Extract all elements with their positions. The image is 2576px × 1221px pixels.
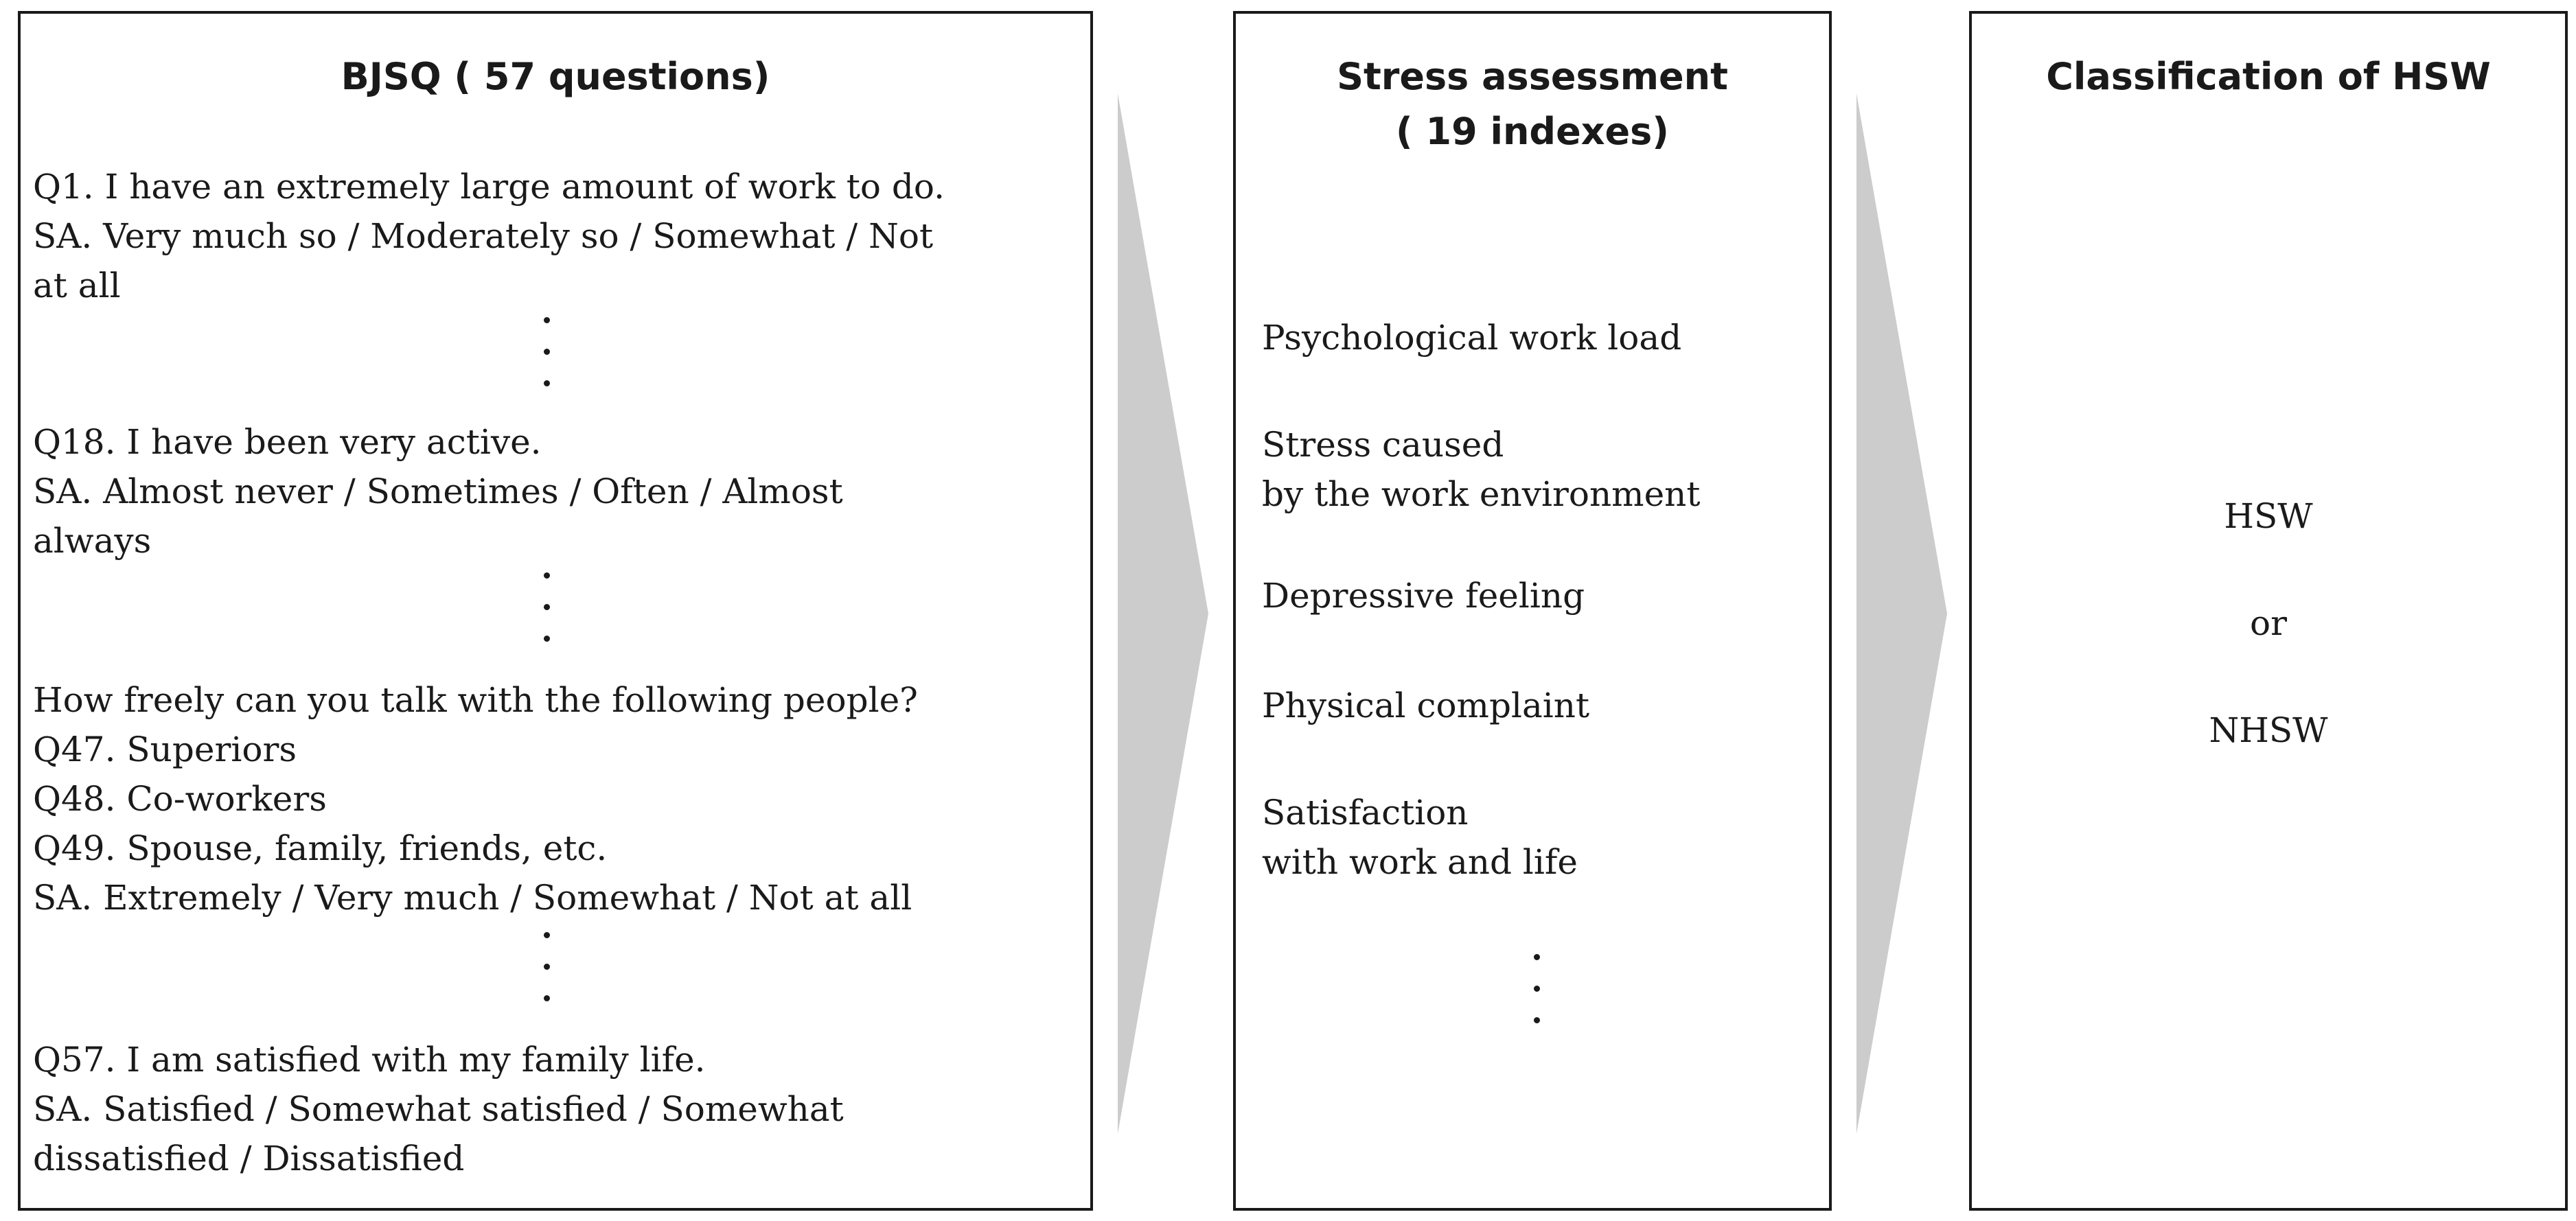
classification-nhsw: NHSW (2209, 710, 2328, 750)
stress-title-line2: ( 19 indexes) (1396, 110, 1669, 153)
classification-hsw: HSW (2224, 496, 2313, 536)
classification-panel (1969, 11, 2568, 1211)
stress-assessment-panel (1233, 11, 1832, 1211)
bjsq-panel (18, 11, 1093, 1211)
talk-answer: SA. Extremely / Very much / Somewhat / Not at all (33, 878, 912, 918)
stress-title-line1: Stress assessment (1337, 55, 1728, 98)
bjsq-title: BJSQ ( 57 questions) (341, 55, 770, 98)
index-workload: Psychological work load (1262, 318, 1682, 358)
q18-answer-line1: SA. Almost never / Sometimes / Often / Almost (33, 472, 843, 511)
q49-item: Q49. Spouse, family, friends, etc. (33, 828, 608, 868)
index-depressive: Depressive feeling (1262, 576, 1585, 616)
q18-question: Q18. I have been very active. (33, 422, 542, 462)
flow-arrow-icon (1856, 93, 1950, 1134)
q18-answer-line2: always (33, 521, 152, 561)
q1-answer-line2: at all (33, 266, 121, 305)
flow-arrow-icon (1118, 93, 1211, 1134)
talk-prompt: How freely can you talk with the following people? (33, 680, 918, 720)
index-satisfaction-line2: with work and life (1262, 842, 1578, 882)
q57-answer-line2: dissatisfied / Dissatisfied (33, 1139, 465, 1178)
index-environment-line1: Stress caused (1262, 425, 1504, 465)
q57-question: Q57. I am satisfied with my family life. (33, 1040, 706, 1080)
vertical-ellipsis-icon (1531, 954, 1542, 1036)
vertical-ellipsis-icon (541, 572, 552, 655)
q57-answer-line1: SA. Satisfied / Somewhat satisfied / Somewhat (33, 1089, 844, 1129)
q47-item: Q47. Superiors (33, 730, 297, 769)
q1-question: Q1. I have an extremely large amount of work to do. (33, 167, 945, 207)
index-environment-line2: by the work environment (1262, 474, 1701, 514)
q48-item: Q48. Co-workers (33, 779, 327, 819)
vertical-ellipsis-icon (541, 317, 552, 399)
q1-answer-line1: SA. Very much so / Moderately so / Somewhat / Not (33, 216, 934, 256)
vertical-ellipsis-icon (541, 932, 552, 1014)
classification-or: or (2249, 603, 2287, 643)
index-physical: Physical complaint (1262, 686, 1590, 725)
index-satisfaction-line1: Satisfaction (1262, 793, 1469, 833)
classification-title: Classification of HSW (2046, 55, 2491, 98)
